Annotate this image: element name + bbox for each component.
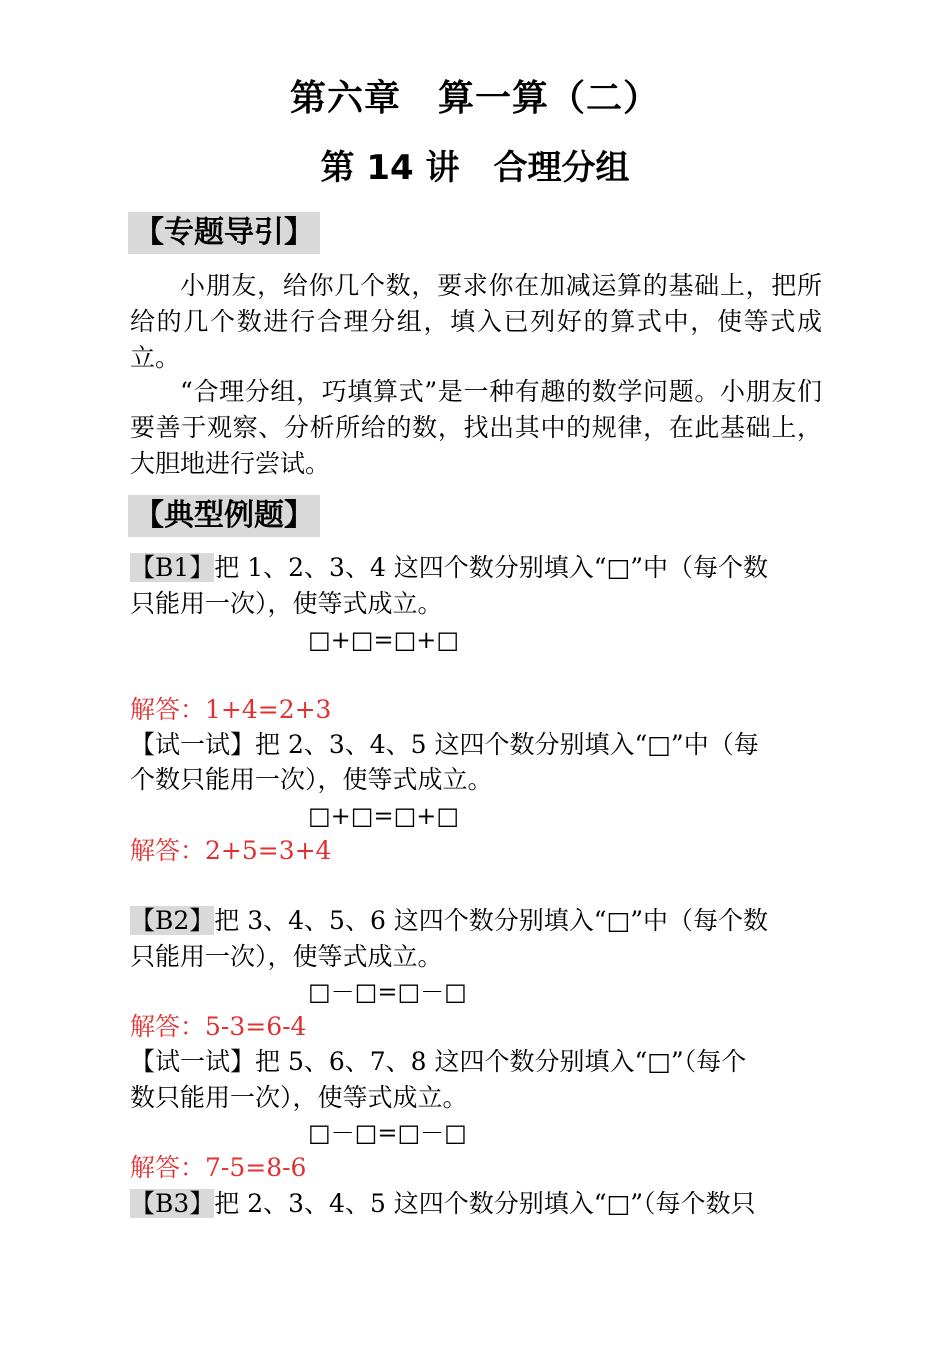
b3-question-text: 把 2、3、4、5 这四个数分别填入“□”（每个数只: [214, 1189, 756, 1218]
lesson-title: 第 14 讲 合理分组: [320, 148, 630, 188]
intro-heading: 【专题导引】: [128, 212, 320, 254]
b1-question-line-2: 只能用一次），使等式成立。: [130, 589, 443, 618]
try1-question-line-2: 个数只能用一次），使等式成立。: [130, 765, 493, 794]
b1-label: 【B1】: [130, 553, 215, 582]
try2-answer: 解答：7-5=8-6: [130, 1153, 307, 1182]
b2-answer: 解答：5-3=6-4: [130, 1012, 307, 1041]
b2-label: 【B2】: [130, 906, 215, 935]
b3-label: 【B3】: [130, 1189, 215, 1218]
b2-equation: □－□=□－□: [308, 978, 467, 1006]
try2-question-line-2: 数只能用一次），使等式成立。: [130, 1083, 468, 1112]
b1-question-line-1: [130, 550, 768, 586]
intro-paragraph-1: 小朋友，给你几个数，要求你在加减运算的基础上，把所给的几个数进行合理分组，填入已列好的算式中，使等式成立。: [130, 271, 822, 372]
b2-question-line-1: [130, 903, 768, 939]
chapter-title: 第六章 算一算（二）: [289, 78, 660, 119]
intro-paragraph-2: “合理分组，巧填算式”是一种有趣的数学问题。小朋友们要善于观察、分析所给的数，找出其中的规律，在此基础上，大胆地进行尝试。: [130, 377, 822, 478]
try2-question-line-1: 【试一试】把 5、6、7、8 这四个数分别填入“□”（每个: [130, 1047, 747, 1076]
try1-equation: □+□=□+□: [308, 802, 460, 830]
try1-answer: 解答：2+5=3+4: [130, 836, 332, 865]
b1-question-text: 把 1、2、3、4 这四个数分别填入“□”中（每个数: [214, 553, 768, 582]
b1-equation: □+□=□+□: [308, 626, 460, 654]
b1-answer: 解答：1+4=2+3: [130, 695, 332, 724]
examples-heading: 【典型例题】: [128, 495, 320, 537]
b2-question-line-2: 只能用一次），使等式成立。: [130, 942, 443, 971]
try1-question-line-1: 【试一试】把 2、3、4、5 这四个数分别填入“□”中（每: [130, 730, 759, 759]
b3-question-line-1: [130, 1186, 755, 1222]
try2-equation: □－□=□－□: [308, 1119, 467, 1147]
b2-question-text: 把 3、4、5、6 这四个数分别填入“□”中（每个数: [214, 906, 768, 935]
